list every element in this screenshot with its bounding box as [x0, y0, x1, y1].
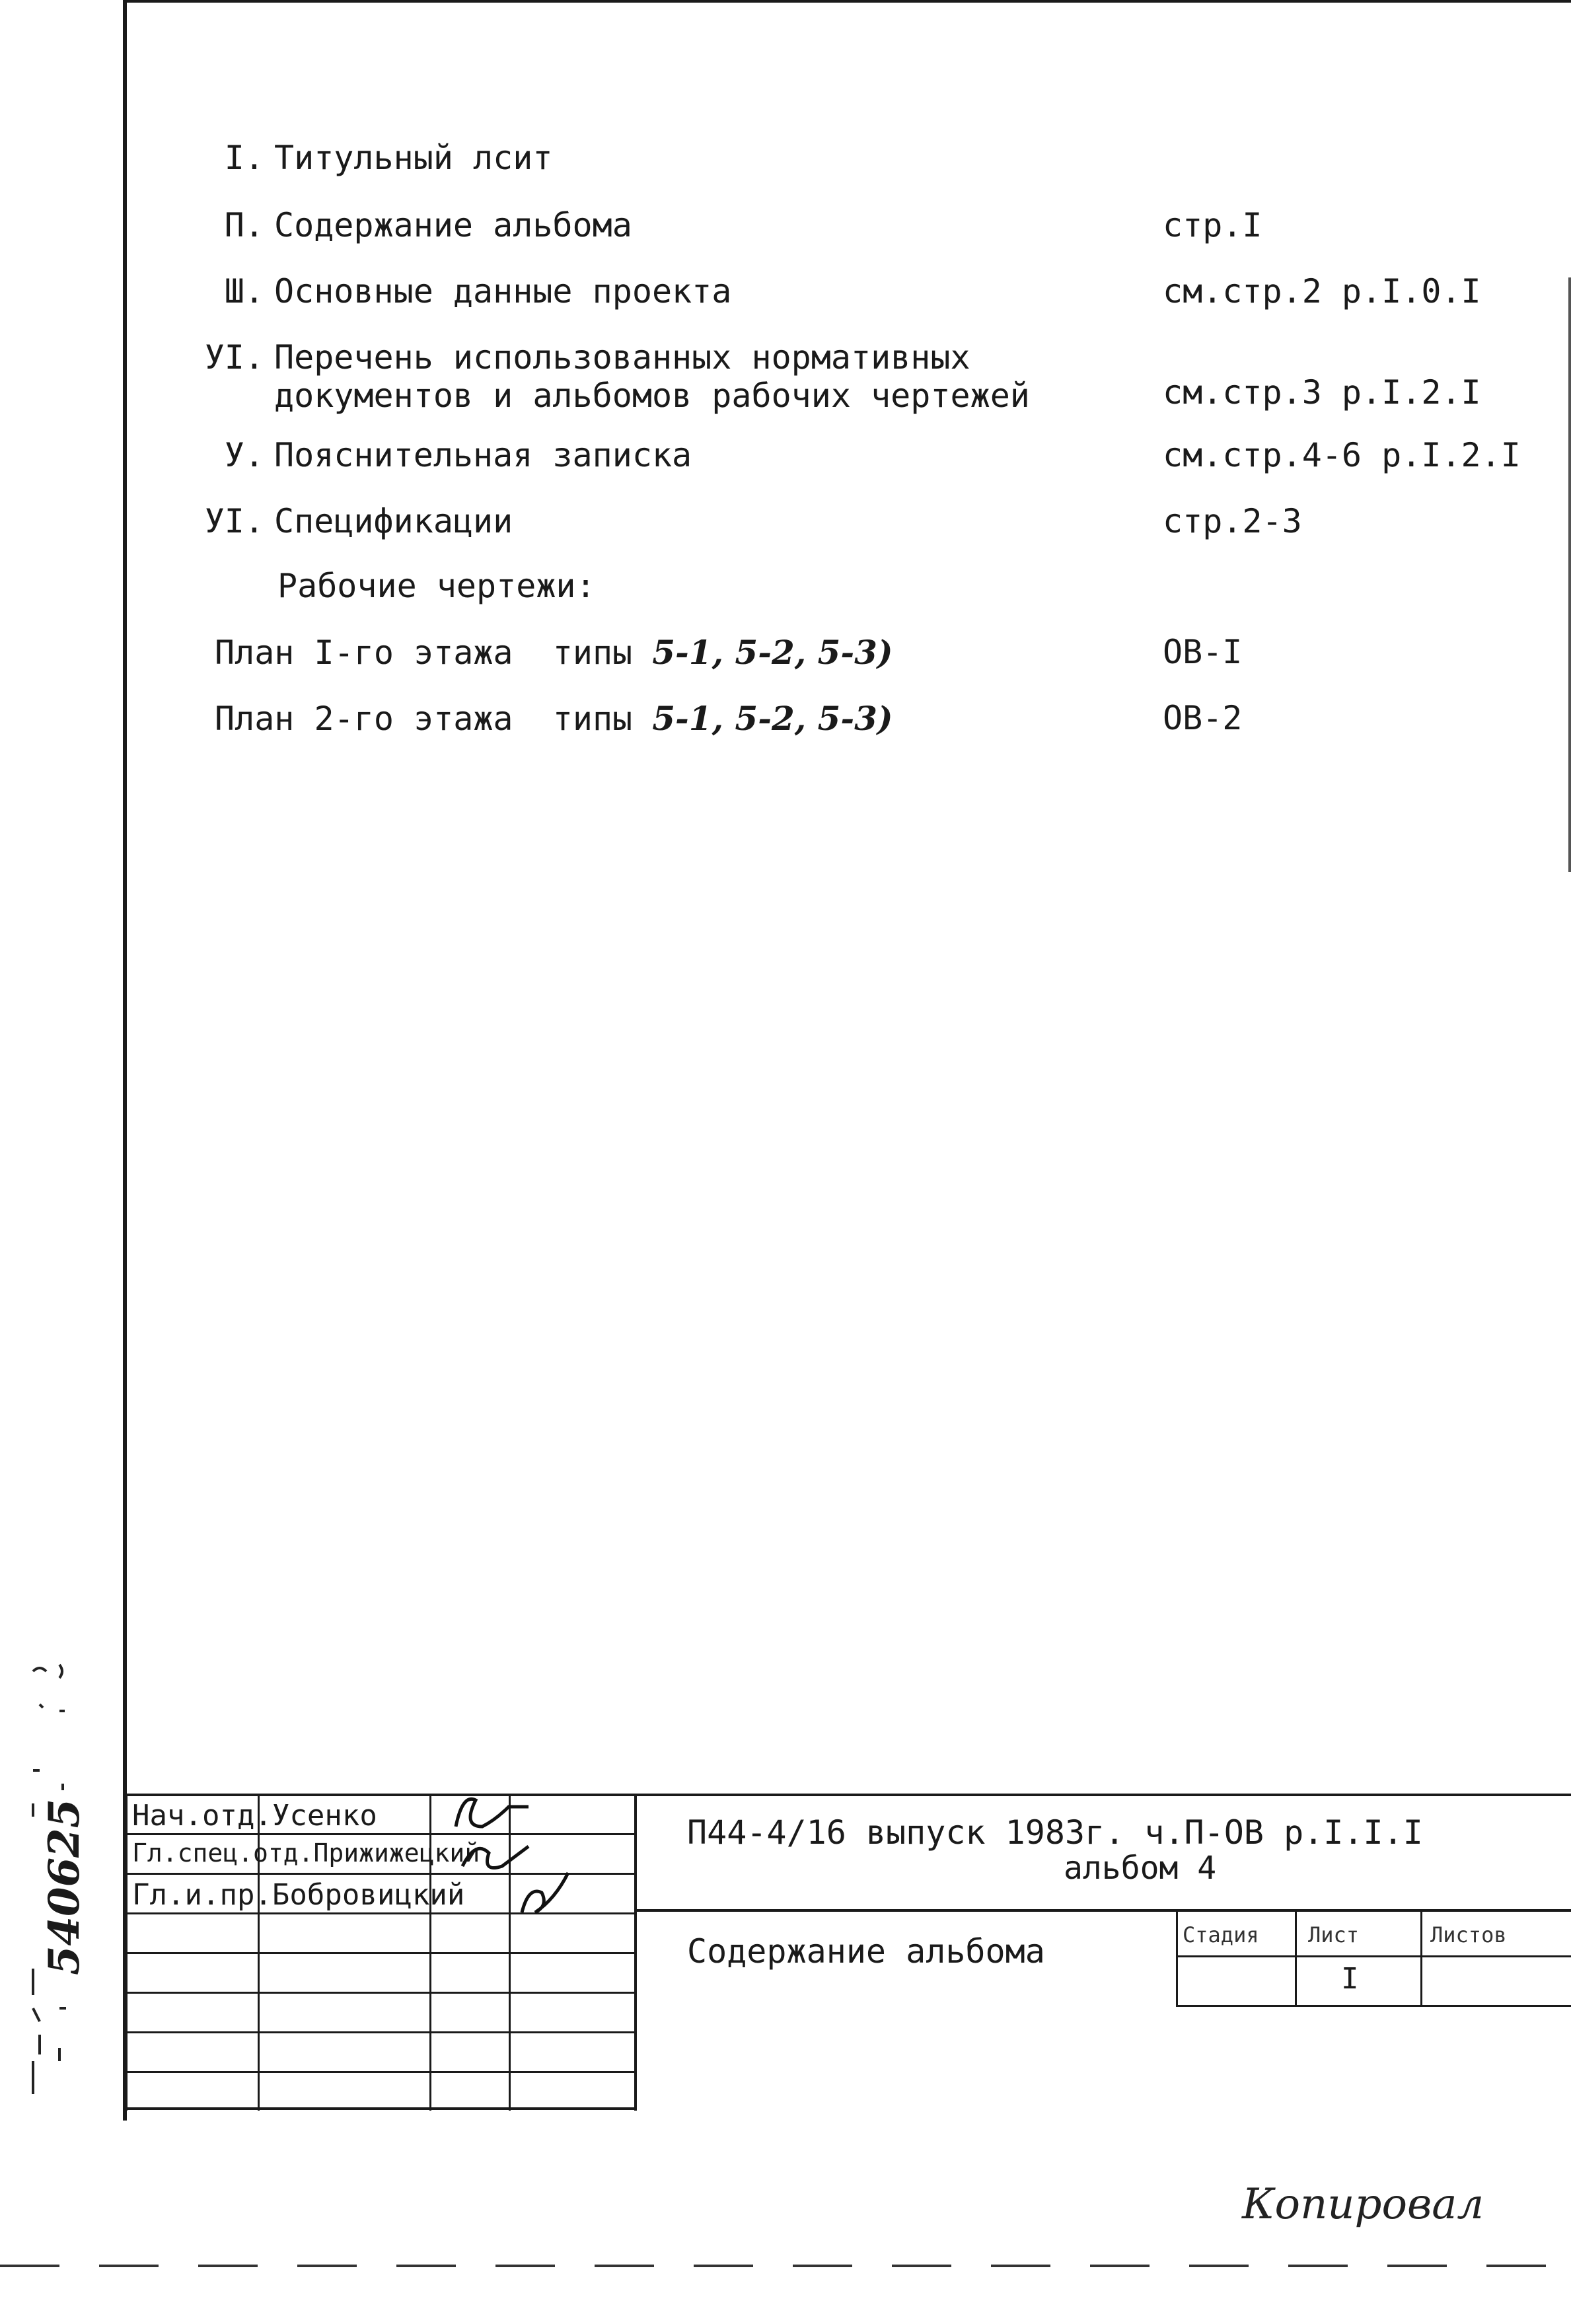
- plan-label: План I-го этажа типы: [215, 634, 653, 672]
- sheets-label: Листов: [1430, 1922, 1507, 1947]
- sheet-label: Лист: [1308, 1922, 1360, 1947]
- stage-box-col: [1176, 1909, 1178, 2005]
- row-line: [126, 2031, 637, 2033]
- plan-sheet-ref: ОВ-I: [1163, 633, 1243, 671]
- toc-title: Основные данные проекта: [274, 272, 732, 310]
- side-registration-number: 540625: [40, 1798, 89, 1975]
- title-block-title: Содержание альбома: [687, 1932, 1045, 1971]
- title-block-top-line: [126, 1794, 1571, 1796]
- toc-number: УI.: [204, 338, 264, 377]
- toc-page-ref: см.стр.3 р.I.2.I: [1163, 373, 1481, 412]
- bottom-dashed-line: [0, 2265, 1571, 2267]
- toc-page-ref: стр.2-3: [1163, 502, 1302, 540]
- stage-box-line: [1176, 2005, 1571, 2007]
- row-line: [126, 2071, 637, 2073]
- toc-number: УI.: [204, 502, 264, 540]
- toc-number: I.: [224, 139, 264, 177]
- toc-title: Титульный лсит: [274, 139, 553, 177]
- toc-title: Пояснительная записка: [274, 436, 692, 474]
- toc-page-ref: стр.I: [1163, 206, 1262, 244]
- plan-label: План 2-го этажа типы: [215, 700, 653, 738]
- stage-label: Стадия: [1183, 1922, 1259, 1947]
- stage-box-col: [1420, 1909, 1422, 2005]
- copied-by-handwriting: Копировал: [1242, 2180, 1484, 2229]
- toc-page-ref: см.стр.4-6 р.I.2.I: [1163, 436, 1521, 474]
- toc-number: П.: [224, 206, 264, 244]
- toc-number: У.: [224, 436, 264, 474]
- document-code: П44-4/16 выпуск 1983г. ч.П-ОВ р.I.I.I: [687, 1813, 1423, 1852]
- toc-number: Ш.: [224, 272, 264, 310]
- plan-sheet-ref: ОВ-2: [1163, 699, 1243, 737]
- row-line: [126, 1952, 637, 1954]
- plan-row: [215, 633, 893, 672]
- toc-title: Содержание альбома: [274, 206, 632, 244]
- plan-types: 5-1, 5-2, 5-3): [652, 699, 893, 738]
- title-block: [126, 1794, 1571, 2111]
- toc-title: Перечень использованных нормативных документов и альбомов рабочих чертежей: [274, 338, 1030, 415]
- title-block-bottom-line: [126, 2107, 637, 2110]
- toc-page-ref: см.стр.2 р.I.0.I: [1163, 272, 1481, 310]
- col-line: [126, 1794, 128, 2111]
- stage-box-line: [1176, 1955, 1571, 1957]
- toc-title: Спецификации: [274, 502, 513, 540]
- title-block-mid-line: [634, 1909, 1571, 1912]
- plan-row: [215, 699, 893, 738]
- signature-scribbles: [443, 1787, 575, 1919]
- sheet-value: I: [1341, 1962, 1359, 1996]
- stage-box-col: [1295, 1909, 1297, 2005]
- toc-section-heading: Рабочие чертежи:: [277, 567, 596, 605]
- signatory-1: Нач.отд.Усенко: [132, 1799, 377, 1833]
- signatory-3: Гл.и.пр.Бобровицкий: [132, 1878, 465, 1912]
- table-of-contents: [0, 0, 1571, 793]
- row-line: [126, 1992, 637, 1994]
- plan-types: 5-1, 5-2, 5-3): [652, 633, 893, 672]
- signatory-2: Гл.спец.отд.Прижижецкий: [132, 1838, 480, 1868]
- album-number: альбом 4: [1064, 1850, 1217, 1887]
